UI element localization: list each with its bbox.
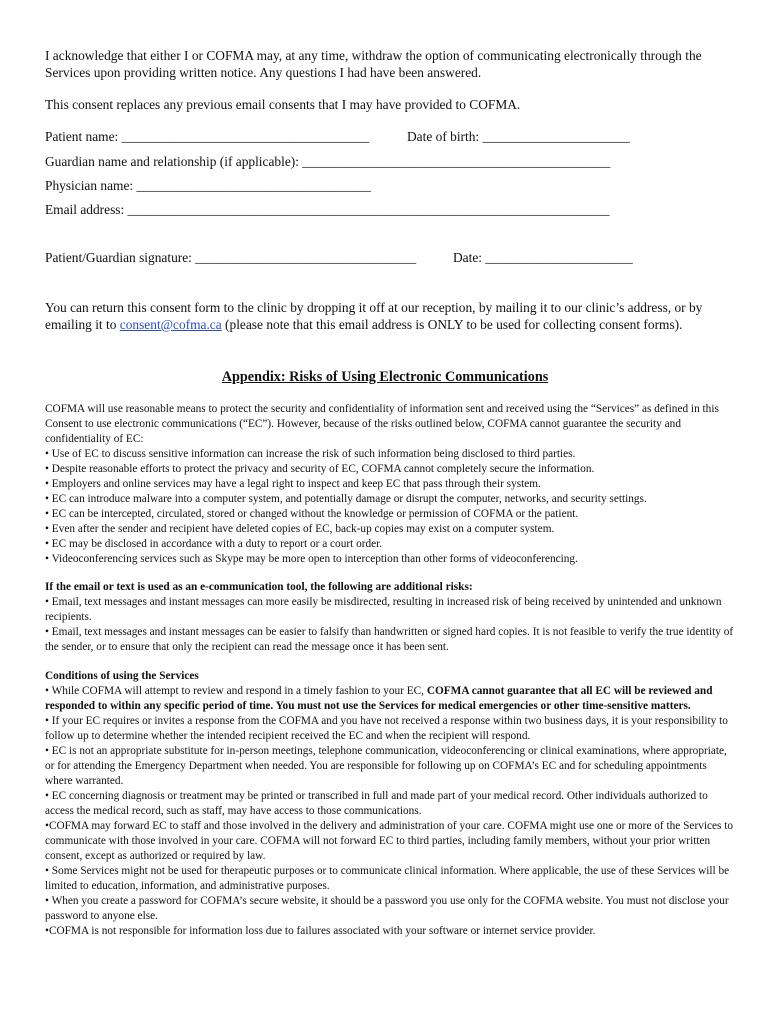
additional-risk-item: • Email, text messages and instant messages can more easily be misdirected, resulting in increased risk of being received by unintended and unknown recipients. [45, 596, 722, 623]
condition-first-plain: • While COFMA will attempt to review and respond in a timely fashion to your EC, [45, 685, 427, 697]
return-text-after: (please note that this email address is ONLY to be used for collecting consent forms). [221, 317, 683, 332]
condition-item: • When you create a password for COFMA’s secure website, it should be a password you use only for the COFMA website. You must not disclose your password to anyone else. [45, 895, 729, 922]
appendix-intro: COFMA will use reasonable means to protect the security and confidentiality of information sent and received using the “Services” as defined in this Consent to use electronic communications (“EC”). However, because of the risks outlined below, COFMA cannot guarantee the security and confidentiality of EC: [45, 403, 719, 445]
additional-risk-item: • Email, text messages and instant messages can be easier to falsify than handwritten or signed hard copies. It is not feasible to verify the true identity of the sender, or to ensure that only the recipient can read the message once it has been sent. [45, 626, 734, 653]
risk-item: • Use of EC to discuss sensitive information can increase the risk of such information being disclosed to third parties. [45, 448, 576, 460]
condition-item: • EC is not an appropriate substitute for in-person meetings, telephone communication, videoconferencing or clinical examinations, where appropriate, or for attending the Emergency Department when needed. You are responsible for following up on COFMA’s EC and for scheduling appointments where warranted. [45, 745, 727, 787]
risk-item: • EC can be intercepted, circulated, stored or changed without the knowledge or permission of COFMA or the patient. [45, 508, 579, 520]
risks-section [45, 402, 735, 567]
risk-item: • Even after the sender and recipient have deleted copies of EC, back-up copies may exist on a computer system. [45, 523, 555, 535]
signature-field: Patient/Guardian signature: _________________________________ [45, 250, 417, 265]
acknowledge-paragraph: I acknowledge that either I or COFMA may, at any time, withdraw the option of communicating electronically through the Services upon providing written notice. Any questions I had have been answered. [45, 48, 702, 80]
additional-risks-section [45, 580, 735, 655]
condition-item: •COFMA may forward EC to staff and those involved in the delivery and administration of your care. COFMA might use one or more of the Services to communicate with those involved in your care. COFMA will not forward EC to third parties, including family members, without your prior written consent, except as authorized or required by law. [45, 820, 734, 862]
additional-risks-heading: If the email or text is used as an e-communication tool, the following are additional risks: [45, 581, 473, 593]
condition-item: •COFMA is not responsible for information loss due to failures associated with your software or internet service provider. [45, 925, 596, 937]
condition-item: • Some Services might not be used for therapeutic purposes or to communicate clinical information. Where applicable, the use of these Services will be limited to education, information, and administrative purposes. [45, 865, 730, 892]
conditions-heading: Conditions of using the Services [45, 670, 199, 682]
patient-name-field: Patient name: _____________________________________ [45, 129, 370, 144]
risk-item: • EC may be disclosed in accordance with a duty to report or a court order. [45, 538, 383, 550]
risk-item: • Employers and online services may have a legal right to inspect and keep EC that pass through their system. [45, 478, 541, 490]
risk-item: • EC can introduce malware into a computer system, and potentially damage or disrupt the computer, networks, and security settings. [45, 493, 647, 505]
condition-first-bold: COFMA cannot guarantee that all EC will be reviewed and responded to within any specific period of time. You must not use the Services for medical emergencies or other time-sensitive matters. [45, 685, 713, 712]
replaces-paragraph: This consent replaces any previous email consents that I may have provided to COFMA. [45, 97, 521, 112]
conditions-section [45, 669, 735, 939]
condition-item: • If your EC requires or invites a response from the COFMA and you have not received a response within two business days, it is your responsibility to follow up to determine whether the intended recipient received the EC and when the recipient will respond. [45, 715, 728, 742]
condition-item [45, 684, 735, 714]
physician-name-field: Physician name: ___________________________________ [45, 178, 371, 193]
email-address-field: Email address: ________________________________________________________________________ [45, 202, 610, 217]
consent-email-link[interactable]: consent@cofma.ca [119, 317, 222, 332]
date-of-birth-field: Date of birth: ______________________ [407, 129, 630, 144]
risk-item: • Despite reasonable efforts to protect the privacy and security of EC, COFMA cannot completely secure the information. [45, 463, 595, 475]
risk-item: • Videoconferencing services such as Skype may be more open to interception than other forms of videoconferencing. [45, 553, 578, 565]
signature-date-field: Date: ______________________ [453, 250, 633, 265]
return-text-before: You can return this consent form to the clinic by dropping it off at our reception, by mailing it to our clinic’s address, or by emailing it to [45, 300, 703, 332]
condition-item: • EC concerning diagnosis or treatment may be printed or transcribed in full and made part of your medical record. Other individuals authorized to access the medical record, such as staff, may have access to those communications. [45, 790, 708, 817]
guardian-field: Guardian name and relationship (if applicable): ______________________________________________ [45, 154, 611, 169]
appendix-title: Appendix: Risks of Using Electronic Communications [221, 369, 549, 385]
return-instructions [45, 299, 735, 333]
